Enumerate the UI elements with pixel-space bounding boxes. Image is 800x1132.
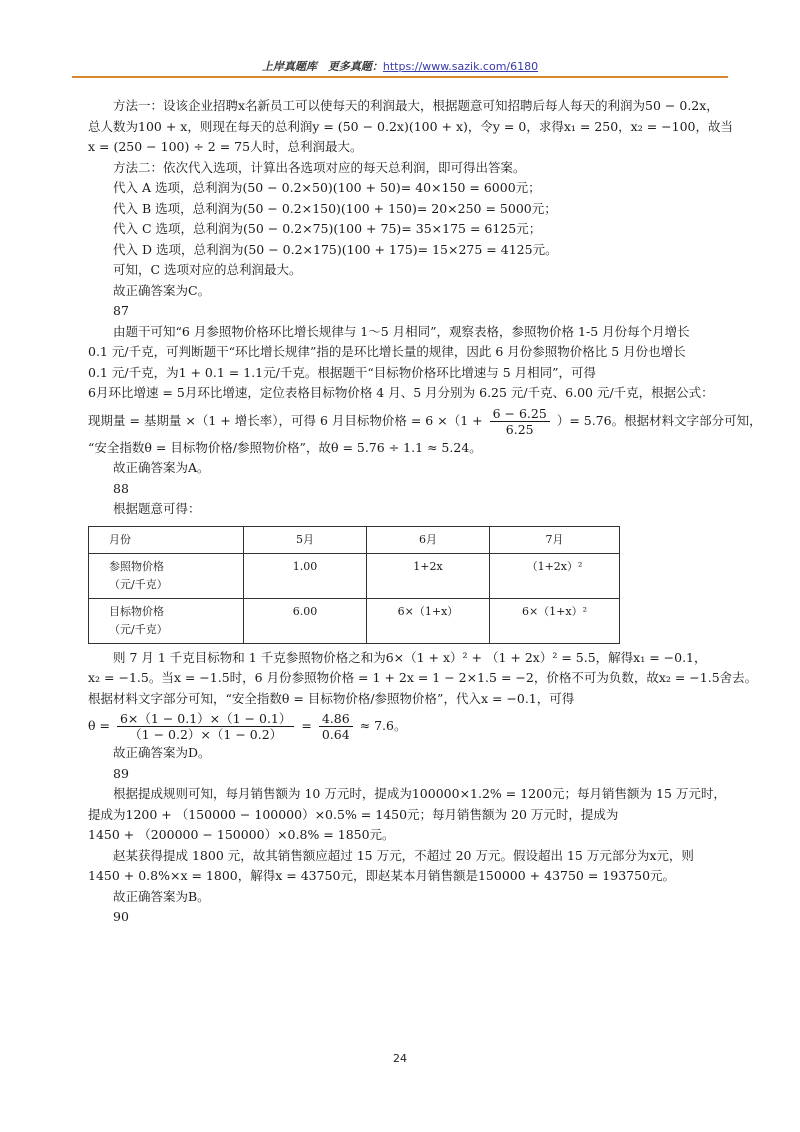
table-row-label-unit: （元/千克） (109, 622, 168, 636)
table-header-cell: 6月 (367, 526, 490, 553)
table-cell: 6×（1+x） (367, 598, 490, 643)
q88-formula-result: ≈ 7.6。 (359, 718, 407, 733)
q89-line5: 1450 + 0.8%×x = 1800，解得x = 43750元，即赵某本月销售额是150000 + 43750 = 193750元。 (88, 868, 676, 883)
table-header-cell: 月份 (89, 526, 244, 553)
table-row-label-unit: （元/千克） (109, 577, 168, 591)
q88-line3: 根据材料文字部分可知，“安全指数θ = 目标物价格/参照物价格”，代入x = −0.1，可得 (88, 690, 575, 706)
header-link[interactable]: https://www.sazik.com/6180 (382, 60, 539, 73)
q88-answer: 故正确答案为D。 (113, 745, 211, 760)
table-header-cell: 7月 (490, 526, 620, 553)
q87-fraction-numerator: 6 − 6.25 (490, 406, 550, 422)
q87-answer: 故正确答案为A。 (113, 460, 210, 475)
method1-line1: 方法一：设该企业招聘x名新员工可以使每天的利润最大，根据题意可知招聘后每人每天的利润为50 − 0.2x， (113, 98, 719, 113)
table-row (89, 598, 620, 643)
q88-line1: 则 7 月 1 千克目标物和 1 千克参照物价格之和为6×（1 + x）² + （1 + 2x）² = 5.5，解得x₁ = −0.1， (113, 649, 707, 665)
method2-conclusion: 可知，C 选项对应的总利润最大。 (113, 262, 302, 277)
q89-line3: 1450 + （200000 − 150000）×0.8% = 1850元。 (88, 827, 395, 842)
q88-fraction-numerator: 6×（1 − 0.1）×（1 − 0.1） (117, 711, 294, 727)
q87-number: 87 (113, 303, 129, 318)
method2-answer: 故正确答案为C。 (113, 282, 211, 298)
table-cell: 1+2x (367, 553, 490, 598)
table-header-row (89, 526, 620, 553)
price-table (88, 526, 620, 644)
method2-line1: 方法二：依次代入选项，计算出各选项对应的每天总利润，即可得出答案。 (113, 159, 526, 175)
header-divider (72, 76, 728, 78)
q87-formula-prefix: 现期量 = 基期量 ×（1 + 增长率），可得 6 月目标物价格 = 6 ×（1 + (88, 412, 483, 428)
q88-fraction-2-numerator: 4.86 (319, 711, 353, 727)
method2-option-d: 代入 D 选项，总利润为(50 − 0.2×175)(100 + 175)= 15×275 = 4125元。 (113, 241, 558, 257)
q87-line6: “安全指数θ = 目标物价格/参照物价格”，故θ = 5.76 ÷ 1.1 ≈ 5.24。 (88, 439, 482, 455)
q90-number: 90 (113, 909, 129, 924)
q89-number: 89 (113, 765, 129, 781)
q87-line2: 0.1 元/千克，可判断题干“环比增长规律”指的是环比增长量的规律，因此 6 月份参照物价格比 5 月份也增长 (88, 344, 686, 359)
page-number: 24 (393, 1052, 407, 1065)
q89-line1: 根据提成规则可知，每月销售额为 10 万元时，提成为100000×1.2% = 1200元；每月销售额为 15 万元时， (113, 786, 726, 801)
q88-formula-lhs: θ = (88, 718, 110, 733)
method1-line2: 总人数为100 + x，则现在每天的总利润y = (50 − 0.2x)(100 + x)，令y = 0，求得x₁ = 250，x₂ = −100，故当 (88, 118, 733, 134)
method1-line3: x = (250 − 100) ÷ 2 = 75人时，总利润最大。 (88, 139, 363, 154)
table-row-label (89, 598, 244, 643)
q88-intro: 根据题意可得： (113, 501, 201, 516)
method2-option-c: 代入 C 选项，总利润为(50 − 0.2×75)(100 + 75)= 35×175 = 6125元； (113, 221, 542, 236)
q88-fraction-denominator: （1 − 0.2）×（1 − 0.2） (129, 727, 283, 742)
q88-formula-line (88, 709, 750, 743)
q88-formula-equals: = (301, 718, 312, 733)
method2-option-a: 代入 A 选项，总利润为(50 − 0.2×50)(100 + 50)= 40×150 = 6000元； (113, 180, 541, 195)
table-row-label-line: 参照物价格 (109, 559, 164, 573)
q89-answer: 故正确答案为B。 (113, 888, 210, 904)
q87-line1: 由题干可知“6 月参照物价格环比增长规律与 1～5 月相同”，观察表格，参照物价格 1-5 月份每个月增长 (113, 323, 690, 339)
table-cell: 1.00 (244, 553, 367, 598)
table-row (89, 553, 620, 598)
method2-option-b: 代入 B 选项，总利润为(50 − 0.2×150)(100 + 150)= 20×250 = 5000元； (113, 200, 557, 216)
table-header-cell: 5月 (244, 526, 367, 553)
table-row-label-line: 目标物价格 (109, 604, 164, 618)
q88-number: 88 (113, 480, 129, 496)
q88-fraction-2 (319, 711, 353, 742)
q89-line2: 提成为1200 + （150000 − 100000）×0.5% = 1450元；每月销售额为 20 万元时，提成为 (88, 806, 619, 822)
document-body (88, 96, 762, 928)
q88-line2: x₂ = −1.5。当x = −1.5时，6 月份参照物价格 = 1 + 2x = 1 − 2×1.5 = −2，价格不可为负数，故x₂ = −1.5舍去。 (88, 670, 758, 685)
q87-fraction (490, 406, 550, 437)
table-cell: 6×（1+x）² (490, 598, 620, 643)
q87-line3: 0.1 元/千克，为1 + 0.1 = 1.1元/千克。根据题干“目标物价格环比增速与 5 月相同”，可得 (88, 364, 597, 380)
q87-formula-line (88, 404, 762, 438)
q87-line4: 6月环比增速 = 5月环比增速，定位表格目标物价格 4 月、5 月分别为 6.25 元/千克、6.00 元/千克，根据公式： (88, 385, 714, 400)
table-cell: 6.00 (244, 598, 367, 643)
table-cell: （1+2x）² (490, 553, 620, 598)
header-label: 上岸真题库 更多真题： (261, 60, 383, 73)
q88-fraction-2-denominator: 0.64 (321, 727, 350, 742)
q87-fraction-denominator: 6.25 (505, 421, 534, 437)
page-header (0, 58, 800, 74)
q87-formula-suffix: ）= 5.76。根据材料文字部分可知， (556, 412, 762, 428)
table-row-label (89, 553, 244, 598)
q89-line4: 赵某获得提成 1800 元，故其销售额应超过 15 万元，不超过 20 万元。假设超出 15 万元部分为x元，则 (113, 847, 694, 863)
q88-fraction (117, 711, 294, 742)
